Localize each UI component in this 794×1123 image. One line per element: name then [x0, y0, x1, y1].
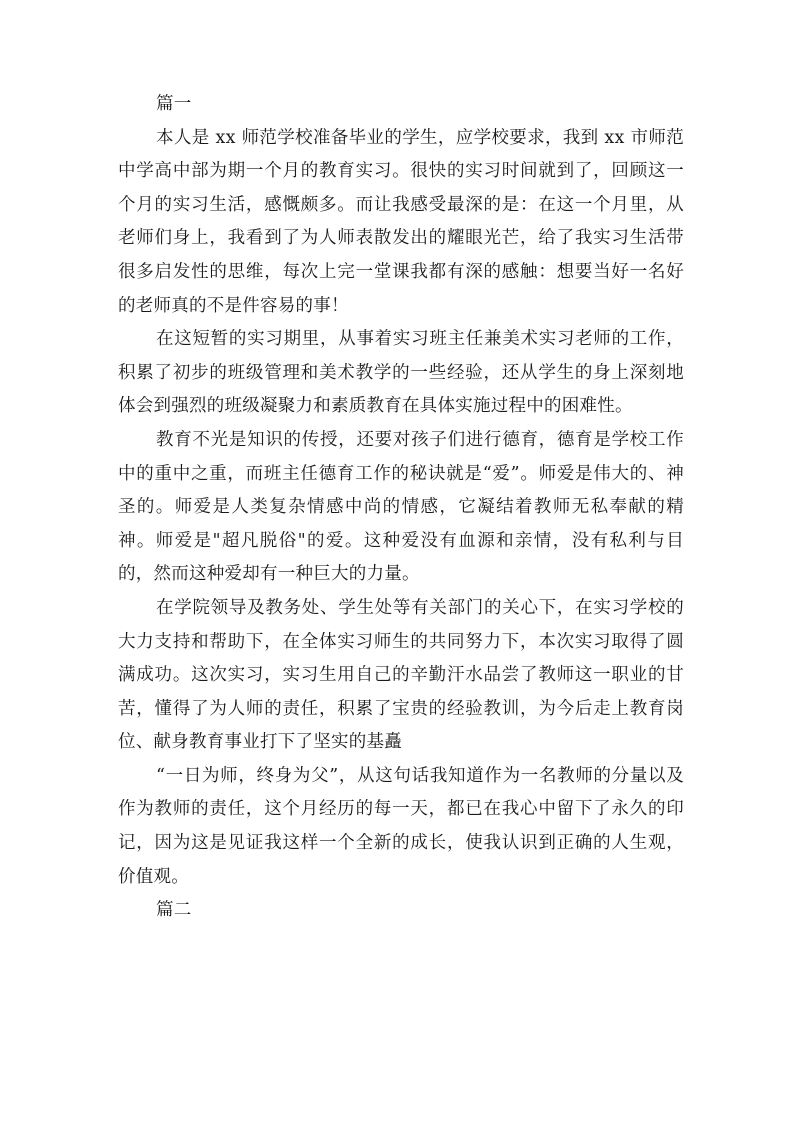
section-heading-1: 篇一	[156, 94, 192, 114]
paragraph-2: 在这短暂的实习期里，从事着实习班主任兼美术实习老师的工作，积累了初步的班级管理和美术教学的一些经验，还从学生的身上深刻地体会到强烈的班级凝聚力和素质教育在具体实施过程中的困难性。	[118, 329, 684, 417]
paragraph-4: 在学院领导及教务处、学生处等有关部门的关心下，在实习学校的大力支持和帮助下，在全体实习师生的共同努力下，本次实习取得了圆满成功。这次实习，实习生用自己的辛勤汗水品尝了教师这一职业的甘苦，懂得了为人师的责任，积累了宝贵的经验教训，为今后走上教育岗位、献身教育事业打下了坚实的基矗	[118, 597, 684, 753]
section-heading-2: 篇二	[156, 900, 192, 921]
paragraph-5: “一日为师，终身为父”，从这句话我知道作为一名教师的分量以及作为教师的责任，这个月经历的每一天，都已在我心中留下了永久的印记，因为这是见证我这样一个全新的成长，使我认识到正确的人生观，价值观。	[118, 765, 684, 887]
paragraph-1: 本人是 xx 师范学校准备毕业的学生，应学校要求，我到 xx 市师范中学高中部为期一个月的教育实习。很快的实习时间就到了，回顾这一个月的实习生活，感慨颇多。而让我感受最深的是：在这一个月里，从老师们身上，我看到了为人师表散发出的耀眼光芒，给了我实习生活带很多启发性的思维，每次上完一堂课我都有深的感触：想要当好一名好的老师真的不是件容易的事！	[118, 127, 684, 316]
paragraph-3: 教育不光是知识的传授，还要对孩子们进行德育，德育是学校工作中的重中之重，而班主任德育工作的秘诀就是“爱”。师爱是伟大的、神圣的。师爱是人类复杂情感中尚的情感，它凝结着教师无私奉献的精神。师爱是"超凡脱俗"的爱。这种爱没有血源和亲情，没有私利与目的，然而这种爱却有一种巨大的力量。	[118, 429, 684, 585]
document-body	[118, 88, 684, 928]
